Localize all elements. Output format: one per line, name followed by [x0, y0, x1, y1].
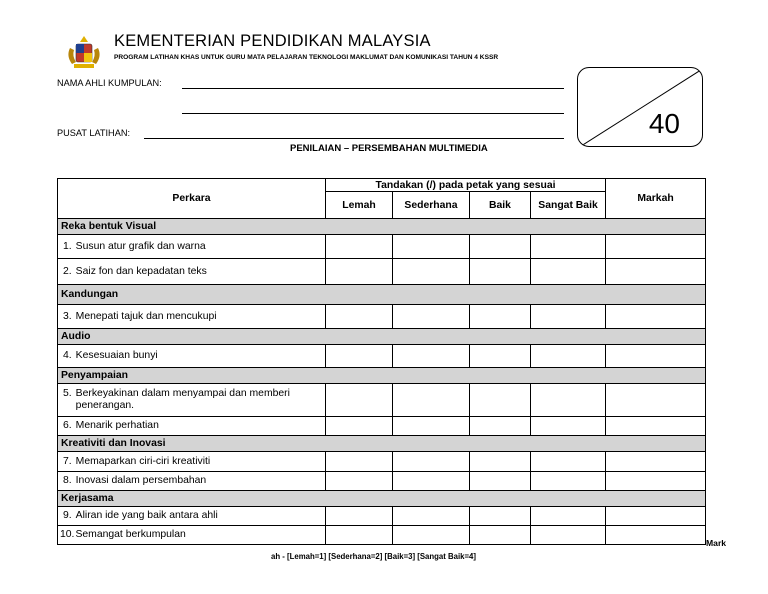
cell-markah[interactable]: [606, 235, 706, 259]
cell-lemah[interactable]: [326, 417, 393, 436]
coat-of-arms-icon: [62, 34, 106, 70]
cell-markah[interactable]: [606, 305, 706, 329]
table-row: [58, 305, 706, 329]
item-number: 7.: [63, 455, 72, 467]
item-text: Menarik perhatian: [75, 420, 159, 431]
cell-sangat-baik[interactable]: [531, 472, 606, 491]
item-number: 1.: [63, 240, 72, 252]
members-label: NAMA AHLI KUMPULAN:: [57, 78, 162, 88]
cell-baik[interactable]: [470, 526, 531, 545]
cell-sangat-baik[interactable]: [531, 259, 606, 285]
cell-markah[interactable]: [606, 526, 706, 545]
cell-sederhana[interactable]: [393, 417, 470, 436]
item-number: 9.: [63, 510, 72, 521]
cell-sangat-baik[interactable]: [531, 235, 606, 259]
table-row: [58, 452, 706, 472]
section-row: [58, 329, 706, 345]
table-row: [58, 526, 706, 545]
cell-sangat-baik[interactable]: [531, 452, 606, 472]
table-row: [58, 472, 706, 491]
cell-lemah[interactable]: [326, 452, 393, 472]
item-number: 4.: [63, 350, 72, 361]
item-text: Saiz fon dan kepadatan teks: [75, 265, 207, 277]
cell-sederhana[interactable]: [393, 472, 470, 491]
table-row: [58, 235, 706, 259]
cell-baik[interactable]: [470, 345, 531, 368]
ministry-title: KEMENTERIAN PENDIDIKAN MALAYSIA: [114, 32, 431, 50]
cell-markah[interactable]: [606, 472, 706, 491]
item-text: Susun atur grafik dan warna: [75, 240, 206, 252]
section-title: Penyampaian: [58, 368, 706, 384]
cell-markah[interactable]: [606, 345, 706, 368]
table-row: [58, 507, 706, 526]
scoring-legend: ah - [Lemah=1] [Sederhana=2] [Baik=3] [Sangat Baik=4]: [271, 552, 476, 561]
cell-sangat-baik[interactable]: [531, 384, 606, 417]
cell-sederhana[interactable]: [393, 452, 470, 472]
cell-lemah[interactable]: [326, 305, 393, 329]
centre-line[interactable]: [144, 138, 564, 139]
col-header-marks: Markah: [606, 179, 706, 219]
item-text: Memaparkan ciri-ciri kreativiti: [75, 455, 211, 467]
col-header-sangat-baik: Sangat Baik: [531, 192, 606, 219]
table-row: [58, 417, 706, 436]
cell-lemah[interactable]: [326, 472, 393, 491]
item-text: Aliran ide yang baik antara ahli: [75, 510, 218, 521]
col-header-baik: Baik: [470, 192, 531, 219]
section-title: Kandungan: [58, 285, 706, 305]
cell-markah[interactable]: [606, 507, 706, 526]
cell-sederhana[interactable]: [393, 384, 470, 417]
table-row: [58, 384, 706, 417]
cell-sangat-baik[interactable]: [531, 417, 606, 436]
cell-sederhana[interactable]: [393, 507, 470, 526]
cell-sederhana[interactable]: [393, 305, 470, 329]
section-row: [58, 285, 706, 305]
cell-baik[interactable]: [470, 235, 531, 259]
cell-sederhana[interactable]: [393, 526, 470, 545]
col-header-sederhana: Sederhana: [393, 192, 470, 219]
mark-label: Mark: [706, 538, 727, 548]
section-row: [58, 219, 706, 235]
cell-lemah[interactable]: [326, 384, 393, 417]
cell-markah[interactable]: [606, 384, 706, 417]
cell-markah[interactable]: [606, 259, 706, 285]
cell-baik[interactable]: [470, 305, 531, 329]
rubric-table: [57, 178, 706, 545]
item-number: 3.: [63, 310, 72, 322]
cell-baik[interactable]: [470, 452, 531, 472]
cell-sangat-baik[interactable]: [531, 526, 606, 545]
cell-sangat-baik[interactable]: [531, 345, 606, 368]
page-heading: PENILAIAN – PERSEMBAHAN MULTIMEDIA: [290, 143, 488, 154]
cell-markah[interactable]: [606, 417, 706, 436]
section-title: Audio: [58, 329, 706, 345]
cell-sangat-baik[interactable]: [531, 507, 606, 526]
cell-baik[interactable]: [470, 417, 531, 436]
cell-baik[interactable]: [470, 384, 531, 417]
item-number: 8.: [63, 475, 72, 486]
cell-sederhana[interactable]: [393, 259, 470, 285]
section-title: Reka bentuk Visual: [58, 219, 706, 235]
item-text: Semangat berkumpulan: [75, 529, 186, 540]
cell-sangat-baik[interactable]: [531, 305, 606, 329]
total-score: 40: [648, 108, 680, 139]
cell-lemah[interactable]: [326, 507, 393, 526]
section-title: Kerjasama: [58, 491, 706, 507]
program-subtitle: PROGRAM LATIHAN KHAS UNTUK GURU MATA PELAJARAN TEKNOLOGI MAKLUMAT DAN KOMUNIKASI TAHUN 4 KSSR: [114, 54, 499, 61]
item-number: 10.: [60, 529, 75, 540]
table-row: [58, 345, 706, 368]
score-divider: [578, 68, 703, 147]
item-number: 5.: [63, 388, 72, 399]
item-number: 6.: [63, 420, 72, 431]
table-row: [58, 259, 706, 285]
cell-lemah[interactable]: [326, 259, 393, 285]
item-number: 2.: [63, 265, 72, 277]
cell-lemah[interactable]: [326, 345, 393, 368]
members-line-1[interactable]: [182, 88, 564, 89]
item-text: Inovasi dalam persembahan: [75, 475, 207, 486]
section-title: Kreativiti dan Inovasi: [58, 436, 706, 452]
item-text: Menepati tajuk dan mencukupi: [75, 310, 217, 322]
centre-label: PUSAT LATIHAN:: [57, 128, 131, 138]
cell-sederhana[interactable]: [393, 345, 470, 368]
col-header-item: Perkara: [58, 179, 326, 219]
total-score-box: [577, 67, 703, 147]
cell-baik[interactable]: [470, 259, 531, 285]
section-row: [58, 436, 706, 452]
cell-baik[interactable]: [470, 472, 531, 491]
cell-lemah[interactable]: [326, 526, 393, 545]
item-text: Kesesuaian bunyi: [75, 350, 158, 361]
cell-baik[interactable]: [470, 507, 531, 526]
cell-lemah[interactable]: [326, 235, 393, 259]
members-line-2[interactable]: [182, 113, 564, 114]
col-header-group: Tandakan (/) pada petak yang sesuai: [326, 179, 606, 192]
section-row: [58, 491, 706, 507]
item-text: Berkeyakinan dalam menyampai dan memberi penerangan.: [75, 388, 290, 411]
cell-markah[interactable]: [606, 452, 706, 472]
section-row: [58, 368, 706, 384]
col-header-lemah: Lemah: [326, 192, 393, 219]
cell-sederhana[interactable]: [393, 235, 470, 259]
